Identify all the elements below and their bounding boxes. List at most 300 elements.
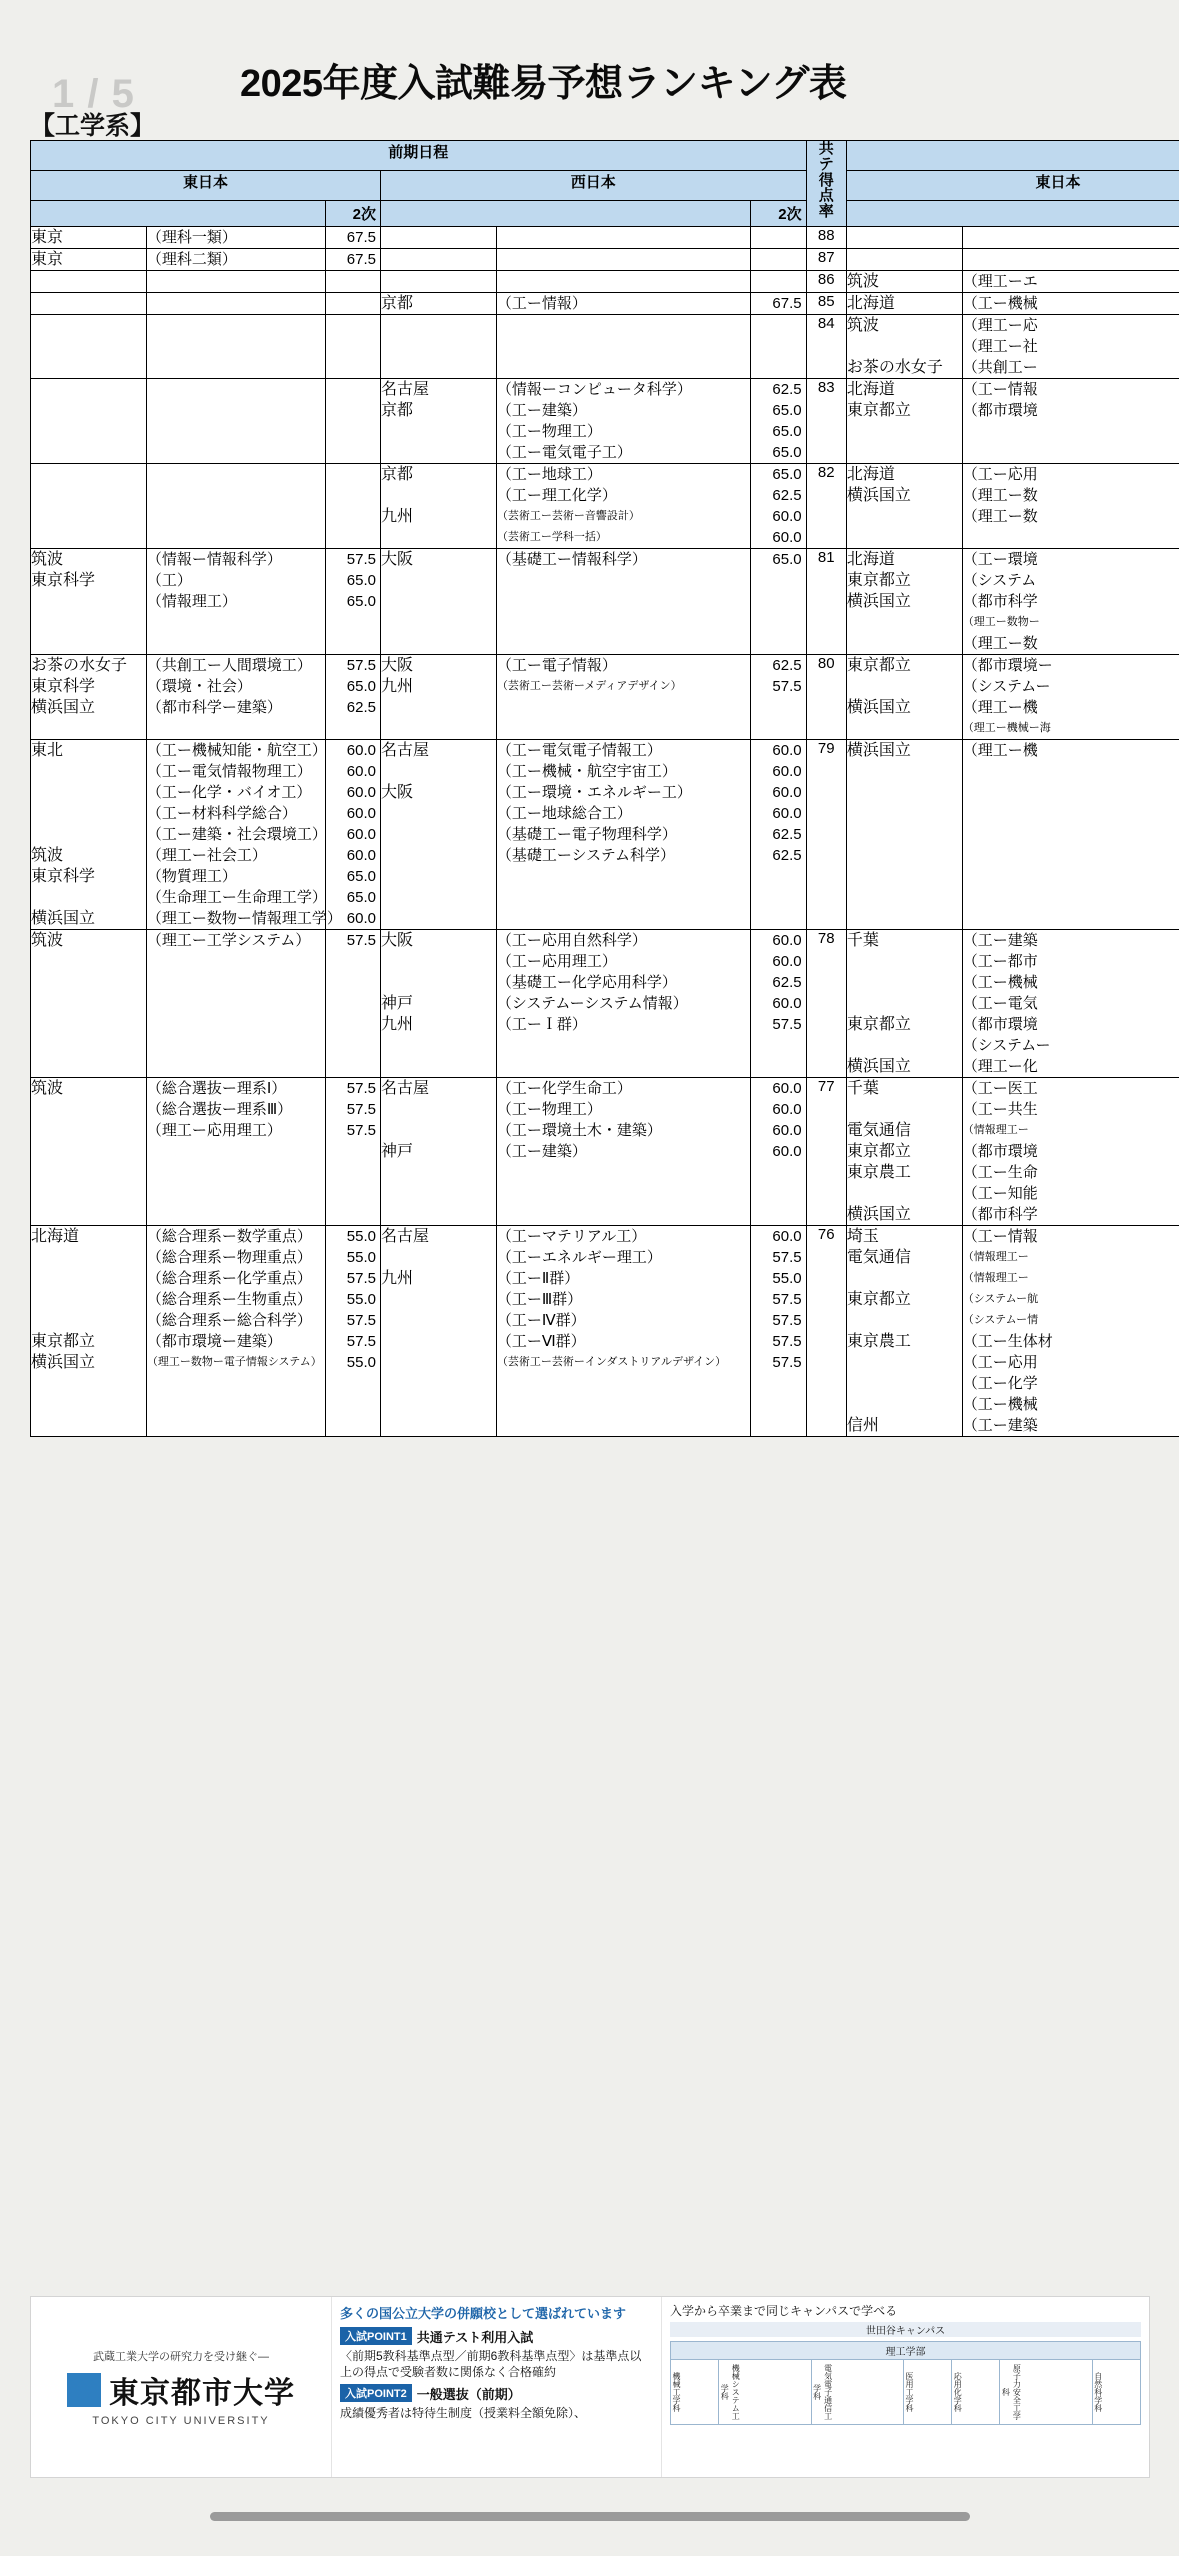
- university-name: 横浜国立: [846, 742, 911, 759]
- faculty-name: （工ー環境: [962, 551, 1038, 568]
- university-name: 神戸: [381, 1143, 414, 1160]
- east2-university-cell: [846, 249, 962, 271]
- deviation-score: 62.5: [772, 847, 802, 864]
- kyotsu-score-rate: 78: [806, 930, 846, 1078]
- faculty-name: （芸術工ー学科一括）: [496, 531, 607, 543]
- deviation-score: 67.5: [346, 251, 376, 268]
- east-university-cell: [31, 1078, 147, 1226]
- faculty-name: （工ー地球工）: [496, 466, 602, 483]
- university-mark-icon: [67, 2373, 101, 2407]
- university-name: 大阪: [381, 551, 414, 568]
- kyotsu-score-rate: 77: [806, 1078, 846, 1226]
- ad-department-label: 機械工学科: [672, 2372, 681, 2412]
- kyotsu-score-rate: 85: [806, 293, 846, 315]
- faculty-name: （工ー地球総合工）: [496, 805, 632, 822]
- faculty-name: （工ーマテリアル工）: [496, 1228, 647, 1245]
- west-score-cell: [751, 315, 806, 379]
- table-row: [31, 740, 1179, 930]
- faculty-name: （工ー電気情報物理工）: [146, 763, 312, 780]
- faculty-name: （工ー電気電子情報工）: [496, 742, 662, 759]
- ad-point-1: [340, 2327, 653, 2346]
- university-name: 北海道: [31, 1228, 80, 1245]
- faculty-name: （都市環境ー建築）: [146, 1333, 282, 1350]
- faculty-name: （工ー応用: [962, 1354, 1038, 1371]
- ad-department-label: 電気電子通信工学科: [812, 2364, 833, 2420]
- east2-university-cell: [846, 271, 962, 293]
- kyotsu-score-rate: 81: [806, 549, 846, 655]
- kyotsu-score-rate: 79: [806, 740, 846, 930]
- deviation-score: 60.0: [346, 805, 376, 822]
- faculty-name: （工ー化学生命工）: [496, 1080, 632, 1097]
- ad-logo: [67, 2368, 295, 2412]
- kyotsu-score-rate: 86: [806, 271, 846, 293]
- east2-university-cell: [846, 464, 962, 549]
- deviation-score: 62.5: [346, 699, 376, 716]
- faculty-name: （理工ー応: [962, 317, 1038, 334]
- faculty-name: （都市環境: [962, 1143, 1038, 1160]
- ranking-table: [30, 140, 1179, 1437]
- deviation-score: 57.5: [346, 1312, 376, 1329]
- university-name: 京都: [381, 466, 414, 483]
- east2-faculty-cell: [962, 1078, 1179, 1226]
- advertisement-banner[interactable]: [30, 2296, 1150, 2478]
- faculty-name: （工ー建築: [962, 932, 1038, 949]
- university-name: お茶の水女子: [846, 359, 943, 376]
- west-score-cell: [751, 271, 806, 293]
- university-name: [31, 591, 146, 612]
- university-name: 横浜国立: [846, 699, 911, 716]
- faculty-name: （工ー情報: [962, 381, 1038, 398]
- university-name: 東京都立: [846, 572, 911, 589]
- header-east2-spacer: [846, 201, 1179, 227]
- faculty-name: （都市科学ー建築）: [146, 699, 282, 716]
- university-name: [847, 633, 962, 654]
- header-east: 東日本: [31, 171, 381, 201]
- west-university-cell: [381, 227, 497, 249]
- faculty-name: （工ー知能: [962, 1185, 1038, 1202]
- university-name: 筑波: [846, 273, 879, 290]
- university-name: 北海道: [846, 466, 895, 483]
- west-faculty-cell: [496, 930, 750, 1078]
- ad-campus-subtitle: 世田谷キャンパス: [670, 2322, 1141, 2337]
- faculty-name: （工ー情報）: [496, 295, 587, 312]
- kyotsu-score-rate: 83: [806, 379, 846, 464]
- deviation-score: 57.5: [346, 1122, 376, 1139]
- faculty-name: （工ーエネルギー理工）: [496, 1249, 662, 1266]
- east-faculty-cell: [146, 1078, 325, 1226]
- east2-university-cell: [846, 930, 962, 1078]
- faculty-name: （都市科学: [962, 1206, 1038, 1223]
- faculty-name: （工ー物理工）: [496, 1101, 602, 1118]
- east2-university-cell: [846, 315, 962, 379]
- deviation-score: 62.5: [772, 657, 802, 674]
- university-name: 東京農工: [846, 1164, 911, 1181]
- west-score-cell: [751, 1078, 806, 1226]
- east2-faculty-cell: [962, 549, 1179, 655]
- deviation-score: 60.0: [346, 742, 376, 759]
- university-name: 横浜国立: [846, 1206, 911, 1223]
- university-name: [31, 887, 146, 908]
- deviation-score: 60.0: [772, 953, 802, 970]
- faculty-name: （理工ー社: [962, 338, 1038, 355]
- university-name: [847, 993, 962, 1014]
- deviation-score: 60.0: [772, 508, 802, 525]
- west-faculty-cell: [496, 249, 750, 271]
- ad-logo-english: TOKYO CITY UNIVERSITY: [92, 2414, 270, 2427]
- east-university-cell: [31, 549, 147, 655]
- table-row: [31, 293, 1179, 315]
- faculty-name: （総合理系ー数学重点）: [146, 1228, 312, 1245]
- west-university-cell: [381, 293, 497, 315]
- university-name: 京都: [381, 295, 414, 312]
- faculty-name: （理工ー社会工）: [146, 847, 267, 864]
- university-name: 東京: [31, 229, 64, 246]
- faculty-name: （情報理工）: [146, 593, 237, 610]
- faculty-name: （総合選抜ー理系Ⅲ）: [146, 1101, 293, 1118]
- university-name: [381, 421, 496, 442]
- university-name: 千葉: [846, 932, 879, 949]
- table-row: [31, 227, 1179, 249]
- table-row: [31, 1226, 1179, 1437]
- deviation-score: 60.0: [346, 910, 376, 927]
- ad-faculty-name: 理工学部: [671, 2342, 1141, 2360]
- table-row: [31, 655, 1179, 740]
- faculty-name: （都市環境ー: [962, 657, 1053, 674]
- deviation-score: 57.5: [772, 1354, 802, 1371]
- faculty-name: （工ー建築: [962, 1417, 1038, 1434]
- deviation-score: 62.5: [772, 826, 802, 843]
- faculty-name: （情報理工ー: [962, 1251, 1029, 1263]
- faculty-name: （都市環境: [962, 1016, 1038, 1033]
- east2-faculty-cell: [962, 271, 1179, 293]
- west-faculty-cell: [496, 655, 750, 740]
- faculty-name: （総合理系ー化学重点）: [146, 1270, 312, 1287]
- university-name: [381, 442, 496, 463]
- faculty-name: （工ー建築）: [496, 1143, 587, 1160]
- table-row: [31, 464, 1179, 549]
- university-name: 電気通信: [846, 1249, 911, 1266]
- faculty-name: （基礎工ー化学応用科学）: [496, 974, 677, 991]
- west-score-cell: [751, 227, 806, 249]
- ad-departments-row: [671, 2360, 1141, 2425]
- west-faculty-cell: [496, 315, 750, 379]
- university-name: [31, 803, 146, 824]
- west-score-cell: [751, 1226, 806, 1437]
- faculty-name: （システムー航: [962, 1293, 1039, 1305]
- faculty-name: （総合理系ー生物重点）: [146, 1291, 312, 1308]
- deviation-score: 60.0: [772, 1122, 802, 1139]
- university-name: [847, 1035, 962, 1056]
- deviation-score: 65.0: [772, 444, 802, 461]
- header-kyotsu-vertical: 共 テ 得 点 率: [806, 141, 846, 227]
- deviation-score: 65.0: [346, 889, 376, 906]
- faculty-name: （システム: [962, 572, 1037, 589]
- university-name: [847, 972, 962, 993]
- university-name: 大阪: [381, 657, 414, 674]
- deviation-score: 60.0: [772, 1228, 802, 1245]
- university-name: [381, 845, 496, 866]
- west-score-cell: [751, 293, 806, 315]
- deviation-score: 57.5: [772, 1016, 802, 1033]
- kyotsu-score-rate: 84: [806, 315, 846, 379]
- ad-department-cell: [811, 2360, 903, 2425]
- ad-department-label: 機械システム工学科: [720, 2364, 741, 2420]
- faculty-name: （理工ー工学システム）: [146, 932, 311, 949]
- university-name: 東京都立: [31, 1333, 96, 1350]
- ad-logo-name: 東京都市大学: [109, 2376, 295, 2410]
- university-name: 九州: [381, 1016, 414, 1033]
- east2-university-cell: [846, 740, 962, 930]
- east-score-cell: [325, 271, 380, 293]
- ad-department-cell: [952, 2360, 1000, 2425]
- university-name: [847, 676, 962, 697]
- university-name: 北海道: [846, 295, 895, 312]
- university-name: お茶の水女子: [31, 657, 128, 674]
- faculty-name: （工ー環境・エネルギー工）: [496, 784, 692, 801]
- ad-departments-caption-row: [671, 2342, 1141, 2360]
- east-faculty-cell: [146, 930, 325, 1078]
- university-name: [847, 1373, 962, 1394]
- west-university-cell: [381, 271, 497, 293]
- university-name: 筑波: [31, 847, 64, 864]
- faculty-name: （工ー医工: [962, 1080, 1038, 1097]
- university-name: 横浜国立: [846, 593, 911, 610]
- university-name: [847, 1394, 962, 1415]
- ad-department-cell: [671, 2360, 719, 2425]
- faculty-name: （工ーⅥ群）: [496, 1333, 586, 1350]
- east2-faculty-cell: [962, 315, 1179, 379]
- university-name: [847, 1268, 962, 1289]
- university-name: 九州: [381, 678, 414, 695]
- west-university-cell: [381, 549, 497, 655]
- east-university-cell: [31, 930, 147, 1078]
- section-label: 【工学系】: [30, 112, 156, 140]
- deviation-score: 55.0: [346, 1354, 376, 1371]
- faculty-name: （工ー共生: [962, 1101, 1038, 1118]
- university-name: 横浜国立: [31, 1354, 96, 1371]
- faculty-name: （システムー: [962, 1037, 1051, 1054]
- ad-departments-table: [670, 2341, 1141, 2425]
- east-faculty-cell: [146, 379, 325, 464]
- deviation-score: 57.5: [346, 551, 376, 568]
- faculty-name: （工ー電気電子工）: [496, 444, 632, 461]
- university-name: 神戸: [381, 995, 414, 1012]
- header-west: 西日本: [381, 171, 807, 201]
- kyotsu-score-rate: 76: [806, 1226, 846, 1437]
- faculty-name: （情報ー情報科学）: [146, 551, 282, 568]
- faculty-name: （理工ー数: [962, 635, 1038, 652]
- university-name: 北海道: [846, 551, 895, 568]
- east2-faculty-cell: [962, 1226, 1179, 1437]
- east2-faculty-cell: [962, 655, 1179, 740]
- ad-point-1-title: 共通テスト利用入試: [416, 2330, 534, 2345]
- west-faculty-cell: [496, 379, 750, 464]
- university-name: 横浜国立: [846, 487, 911, 504]
- table-header-row-1: [31, 141, 1179, 171]
- east-faculty-cell: [146, 227, 325, 249]
- university-name: 横浜国立: [31, 910, 96, 927]
- faculty-name: （工ー情報: [962, 1228, 1038, 1245]
- deviation-score: 65.0: [346, 572, 376, 589]
- faculty-name: （工ー生体材: [962, 1333, 1053, 1350]
- faculty-name: （基礎工ー情報科学）: [496, 551, 647, 568]
- ad-logo-block: [31, 2297, 331, 2477]
- table-header-row-2: [31, 171, 1179, 201]
- deviation-score: 60.0: [772, 1080, 802, 1097]
- west-score-cell: [751, 549, 806, 655]
- east-faculty-cell: [146, 293, 325, 315]
- header-west-spacer: [381, 201, 751, 227]
- faculty-name: （工ー建築・社会環境工）: [146, 826, 327, 843]
- faculty-name: （システムー情: [962, 1314, 1039, 1326]
- university-name: 大阪: [381, 784, 414, 801]
- university-name: 筑波: [31, 1080, 64, 1097]
- faculty-name: （工ー機械: [962, 974, 1038, 991]
- university-name: [847, 1352, 962, 1373]
- east-score-cell: [325, 464, 380, 549]
- university-name: 九州: [381, 1270, 414, 1287]
- deviation-score: 65.0: [772, 466, 802, 483]
- university-name: 筑波: [31, 551, 64, 568]
- faculty-name: （理工ー数物ー: [962, 616, 1040, 628]
- deviation-score: 60.0: [772, 932, 802, 949]
- university-name: 東京都立: [846, 402, 911, 419]
- faculty-name: （理工ー機: [962, 742, 1038, 759]
- ranking-rows: [31, 227, 1179, 1437]
- university-name: 京都: [381, 402, 414, 419]
- ad-point-1-body: 〈前期5教科基準点型／前期6教科基準点型〉は基準点以上の得点で受験者数に関係なく合格確約: [340, 2349, 642, 2380]
- deviation-score: 60.0: [772, 529, 802, 546]
- university-name: [31, 1120, 146, 1141]
- faculty-name: （都市環境: [962, 402, 1038, 419]
- east-faculty-cell: [146, 271, 325, 293]
- faculty-name: （理工ー数: [962, 487, 1038, 504]
- ad-department-cell: [1000, 2360, 1092, 2425]
- west-university-cell: [381, 655, 497, 740]
- university-name: [381, 1120, 496, 1141]
- ad-department-label: 応用化学科: [953, 2372, 963, 2412]
- university-name: [847, 612, 962, 633]
- east-score-cell: [325, 655, 380, 740]
- deviation-score: 57.5: [772, 1333, 802, 1350]
- deviation-score: 60.0: [346, 847, 376, 864]
- faculty-name: （工ー応用理工）: [496, 953, 617, 970]
- university-name: 筑波: [31, 932, 64, 949]
- deviation-score: 55.0: [346, 1291, 376, 1308]
- faculty-name: （理工ー数: [962, 508, 1038, 525]
- east2-faculty-cell: [962, 249, 1179, 271]
- east-faculty-cell: [146, 249, 325, 271]
- university-name: [381, 824, 496, 845]
- university-name: 横浜国立: [31, 699, 96, 716]
- faculty-name: （工ー応用自然科学）: [496, 932, 647, 949]
- horizontal-scrollbar[interactable]: [210, 2512, 970, 2521]
- deviation-score: 62.5: [772, 381, 802, 398]
- ad-point-2: [340, 2384, 653, 2403]
- faculty-name: （工ーⅣ群）: [496, 1312, 586, 1329]
- west-university-cell: [381, 379, 497, 464]
- faculty-name: （工ー都市: [962, 953, 1038, 970]
- header-east-spacer: [31, 201, 326, 227]
- west-score-cell: [751, 249, 806, 271]
- university-name: [381, 1247, 496, 1268]
- east-score-cell: [325, 930, 380, 1078]
- university-name: [381, 527, 496, 548]
- university-name: [381, 972, 496, 993]
- east2-university-cell: [846, 655, 962, 740]
- university-name: 東京農工: [846, 1333, 911, 1350]
- university-name: [381, 485, 496, 506]
- deviation-score: 57.5: [772, 1312, 802, 1329]
- east-university-cell: [31, 293, 147, 315]
- east-university-cell: [31, 249, 147, 271]
- deviation-score: 65.0: [772, 423, 802, 440]
- east-university-cell: [31, 379, 147, 464]
- kyotsu-score-rate: 80: [806, 655, 846, 740]
- deviation-score: 60.0: [772, 742, 802, 759]
- university-name: 九州: [381, 508, 414, 525]
- faculty-name: （総合理系ー物理重点）: [146, 1249, 312, 1266]
- ad-department-cell: [1092, 2360, 1140, 2425]
- west-faculty-cell: [496, 549, 750, 655]
- faculty-name: （生命理工ー生命理工学）: [146, 889, 327, 906]
- table-row: [31, 271, 1179, 293]
- university-name: 横浜国立: [846, 1058, 911, 1075]
- university-name: 東京都立: [846, 1016, 911, 1033]
- deviation-score: 57.5: [772, 678, 802, 695]
- deviation-score: 55.0: [346, 1249, 376, 1266]
- university-name: 埼玉: [846, 1228, 879, 1245]
- faculty-name: （芸術工ー芸術ーインダストリアルデザイン）: [496, 1356, 727, 1368]
- faculty-name: （工ーⅢ群）: [496, 1291, 583, 1308]
- university-name: [381, 803, 496, 824]
- west-university-cell: [381, 249, 497, 271]
- faculty-name: （工ーⅡ群）: [496, 1270, 580, 1287]
- deviation-score: 67.5: [772, 295, 802, 312]
- kyotsu-score-rate: 87: [806, 249, 846, 271]
- ad-department-label: 原子力安全工学科: [1001, 2364, 1022, 2420]
- ad-point-1-tag: 入試POINT1: [340, 2327, 412, 2345]
- faculty-name: （工）: [146, 572, 192, 589]
- university-name: [31, 782, 146, 803]
- east-university-cell: [31, 655, 147, 740]
- west-faculty-cell: [496, 740, 750, 930]
- university-name: [31, 761, 146, 782]
- east2-faculty-cell: [962, 227, 1179, 249]
- faculty-name: （総合選抜ー理系Ⅰ）: [146, 1080, 287, 1097]
- faculty-name: （工ーＩ群）: [496, 1016, 587, 1033]
- faculty-name: （物質理工）: [146, 868, 237, 885]
- table-row: [31, 1078, 1179, 1226]
- east2-university-cell: [846, 549, 962, 655]
- faculty-name: （理科一類）: [146, 229, 237, 246]
- faculty-name: （理工ー化: [962, 1058, 1038, 1075]
- deviation-score: 62.5: [772, 487, 802, 504]
- east2-university-cell: [846, 293, 962, 315]
- ad-point-2-body: 成績優秀者は特待生制度（授業料全額免除）、: [340, 2406, 587, 2421]
- university-name: [381, 951, 496, 972]
- university-name: [847, 1310, 962, 1331]
- deviation-score: 60.0: [772, 784, 802, 801]
- university-name: [847, 1183, 962, 1204]
- ad-point-2-title: 一般選抜（前期）: [416, 2387, 521, 2403]
- west-score-cell: [751, 464, 806, 549]
- west-faculty-cell: [496, 1078, 750, 1226]
- university-name: 名古屋: [381, 1080, 430, 1097]
- east2-university-cell: [846, 227, 962, 249]
- faculty-name: （工ー生命: [962, 1164, 1038, 1181]
- east-faculty-cell: [146, 549, 325, 655]
